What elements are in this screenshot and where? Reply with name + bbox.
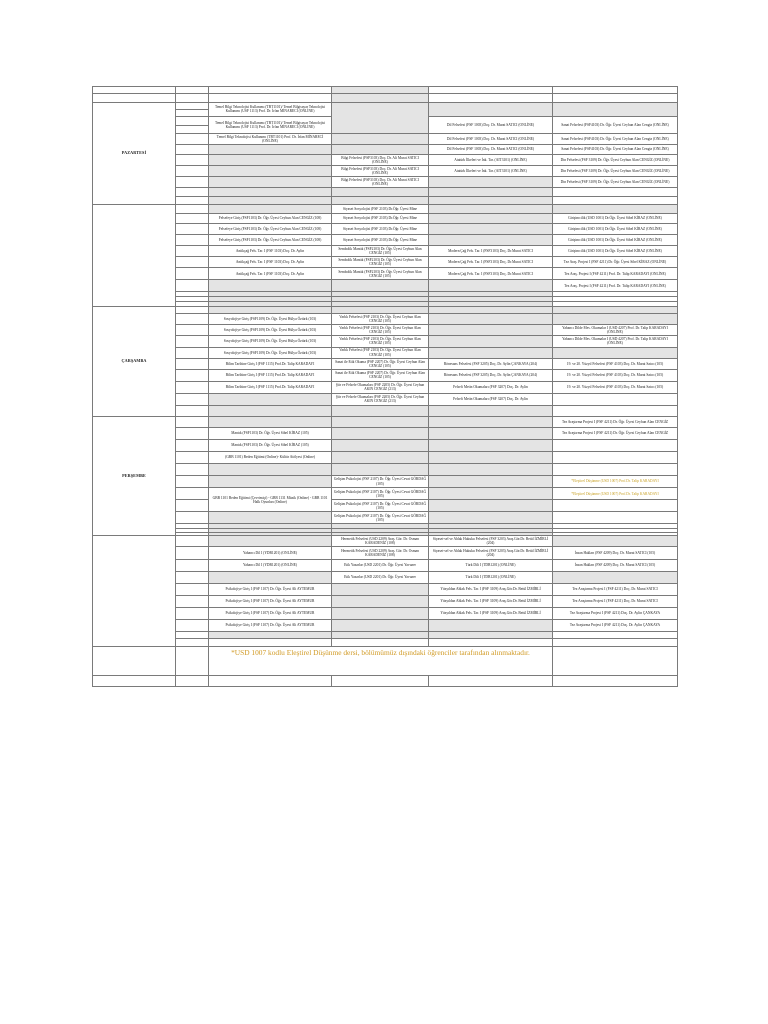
course-cell: Dil Felsefesi (FSF 1003) Doç. Dr. Murat SATICI (ONLİNE) [429,145,553,155]
course-cell: Gelişim Psikolojisi (FSF 2107) Dr. Öğr. Üyesi Cevat GÖRDAĞ (105) [332,475,429,487]
course-cell: Bilgi Felsefesi (FSF3103) Doç. Dr. Ali Murat SATICI (ONLİNE) [332,177,429,188]
course-cell: Tez Araştırma Projesi I (FSF 4211) Dr. Öğr. Üyesi Ceyhun Alan CENGİZ [553,416,678,427]
course-cell: Mantık (FSF1103) Dr. Öğr. Üyesi Sibel KİRAZ (105) [209,439,332,451]
course-cell: Yüzyıldan Ahlak Fels. Tar. I (FSF 3109) Araş.Gör.Dr. Betül İZMİRLİ [429,595,553,607]
course-cell: Sanat ile Etik Okuma (FSF 2207) Dr. Öğr. Üyesi Ceyhun Alan CENGİZ (105) [332,369,429,381]
course-cell: Siyaset-sel ve Ahlak Hukuku Felsefesi (FSF 3203) Araş.Gör.Dr. Betül İZMİRLİ (204) [429,547,553,559]
course-cell: Mantık (FSF1103) Dr. Öğr. Üyesi Sibel KİRAZ (105) [209,427,332,439]
course-cell: Temel Bilgi Teknolojisi Kullanımı (TBT1101)/ Temel Bilgisayar Teknolojisi Kullanımı (USF 1113) Prof. Dr. İrfan MİNARECİ (ONLİNE) [209,117,332,134]
course-cell: Felsefeye Giriş (FSF1103) Dr. Öğr. Üyesi Ceyhun Alan CENGİZ (108) [209,213,332,224]
course-cell: Modern Çağ Fels. Tar. I (FSF3103) Doç. Dr.Murat SATICI [429,246,553,257]
course-cell: Felsefeye Giriş (FSF1103) Dr. Öğr. Üyesi Ceyhun Alan CENGİZ (108) [209,224,332,235]
course-cell: Tez Araştırma Projesi I (FSF 4211) Doç. Dr. Murat SATICI [553,595,678,607]
course-cell: Sanat Felsefesi (FSF4103) Dr. Öğr. Üyesi Ceyhun Alan Cengiz (ONLİNE) [553,117,678,134]
course-cell: Etik Yazarlar (USD 2201) Dr. Öğr. Üyesi Yavuzer [332,571,429,583]
course-cell: Sosyolojiye Giriş (FSF1109) Dr. Öğr. Üyesi Hülya Öztürk (103) [209,347,332,358]
spacer-row [93,94,678,102]
course-cell: Sosyolojiye Giriş (FSF1109) Dr. Öğr. Üyesi Hülya Öztürk (103) [209,314,332,325]
course-cell: Tez Araş. Projesi I (FSF 4211) Prof. Dr. Talip KARADAYI (ONLİNE) [553,280,678,292]
course-cell: Sanat Felsefesi (FSF4103) Dr. Öğr. Üyesi Ceyhun Alan Cengiz (ONLİNE) [553,134,678,145]
course-cell: Tez Araş. Projesi I (FSF 4211) Dr. Öğr. Üyesi Sibel KİRAZ (ONLİNE) [553,257,678,268]
course-cell: Yabancı Dil I (YDB1201) (ONLİNE) [209,559,332,571]
course-cell: Bilgi Felsefesi (FSF3103) Doç. Dr. Ali Murat SATICI (ONLİNE) [332,165,429,176]
course-cell: Gelişim Psikolojisi (FSF 2107) Dr. Öğr. Üyesi Cevat GÖRDAĞ (105) [332,500,429,512]
course-cell: Din Felsefesi (FSF 3109) Dr. Öğr. Üyesi Ceyhun Alan CENGİZ (ONLİNE) [553,177,678,188]
header-row [93,87,678,94]
course-cell: Temel Bilgi Teknolojisi Kullanımı (TBT1101)/ Temel Bilgisayar Teknolojisi Kullanımı (USF 1113) Prof. Dr. İrfan MİNARECİ (ONLİNE) [209,102,332,117]
course-cell: Siyaset-sel ve Ahlak Hukuku Felsefesi (FSF 3203) Araş.Gör.Dr. Betül İZMİRLİ (204) [429,536,553,547]
course-cell: Bilim Tarihine Giriş I (FSF 1115) Prof.Dr. Talip KARADAYI [209,358,332,369]
course-cell: Din Felsefesi (FSF 3109) Dr. Öğr. Üyesi Ceyhun Alan CENGİZ (ONLİNE) [553,154,678,165]
course-cell: İnsan Hakları (FSF 4209) Doç. Dr. Murat SATICI (105) [553,547,678,559]
course-cell: Rönesans Felsefesi (FSF 3205) Doç. Dr. Aylin ÇANKAYA (204) [429,358,553,369]
course-cell: Türk Dili I (TDB1201) (ONLİNE) [429,559,553,571]
course-cell: Girişimcilik (USD 1001) Dr.Öğr. Üyesi Sibel KİRAZ (ONLİNE) [553,213,678,224]
course-cell: Girişimcilik (USD 1001) Dr.Öğr. Üyesi Sibel KİRAZ (ONLİNE) [553,224,678,235]
course-cell: Girişimcilik (USD 1001) Dr.Öğr. Üyesi Sibel KİRAZ (ONLİNE) [553,235,678,246]
course-cell: Varlık Felsefesi (FSF 2103) Dr. Öğr. Üyesi Ceyhun Alan CENGİZ (105) [332,314,429,325]
course-cell: Dil Felsefesi (FSF 1003) Doç. Dr. Murat SATICI (ONLİNE) [429,117,553,134]
course-cell: Rönesans Felsefesi (FSF 3205) Doç. Dr. Aylin ÇANKAYA (204) [429,369,553,381]
weekly-schedule-table [92,86,678,687]
course-cell: 19. ve 20. Yüzyıl Felsefesi (FSF 4103) Doç. Dr. Murat Satıcı (105) [553,381,678,393]
course-cell: Hermetik Felsefesi (USD 2209) Araş. Gör. Dr. Osman KARADENİZ (108) [332,536,429,547]
course-cell: İnsan Hakları (FSF 4209) Doç. Dr. Murat SATICI (105) [553,559,678,571]
course-cell: Sanat ile Etik Okuma (FSF 2207) Dr. Öğr. Üyesi Ceyhun Alan CENGİZ (105) [332,358,429,369]
course-cell-highlight: *Eleştirel Düşünme (USD 1007) Prof.Dr. Talip KARADAYI [553,488,678,500]
course-cell: Varlık Felsefesi (FSF 2103) Dr. Öğr. Üyesi Ceyhun Alan CENGİZ (105) [332,336,429,347]
course-cell: Antikçağ Fels. Tar. I (FSF 1103) Doç. Dr. Aylin [209,268,332,280]
day-label-monday: PAZARTESİ [93,102,176,204]
footnote: *USD 1007 kodlu Eleştirel Düşünme dersi, bölümümüz dışındaki öğrenciler tarafından alınmaktadır. [209,646,553,675]
course-cell: Gelişim Psikolojisi (FSF 2107) Dr. Öğr. Üyesi Cevat GÖRDAĞ (105) [332,512,429,524]
course-cell: Tez Araştırma Projesi I (FSF 4211) Doç. Dr. Murat SATICI [553,583,678,595]
course-cell: 19. ve 20. Yüzyıl Felsefesi (FSF 4103) Doç. Dr. Murat Satıcı (105) [553,369,678,381]
course-cell: Bilim Tarihine Giriş I (FSF 1115) Prof.Dr. Talip KARADAYI [209,369,332,381]
course-cell: Gelişim Psikolojisi (FSF 2107) Dr. Öğr. Üyesi Cevat GÖRDAĞ (105) [332,488,429,500]
course-cell: Psikolojiye Giriş I (FSF 1107) Dr. Öğr. Üyesi Ali AYTEMUR [209,583,332,595]
course-cell: Sembolik Mantık (FSF2103) Dr. Öğr. Üyesi Ceyhun Alan CENGİZ (105) [332,268,429,280]
course-cell: 19. ve 20. Yüzyıl Felsefesi (FSF 4103) Doç. Dr. Murat Satıcı (105) [553,358,678,369]
course-cell: Yüzyıldan Ahlak Fels. Tar. I (FSF 3109) Araş.Gör.Dr. Betül İZMİRLİ [429,583,553,595]
day-label-thursday: PERŞEMBE [93,416,176,536]
course-cell-highlight: *Eleştirel Düşünme (USD 1007) Prof.Dr. Talip KARADAYI [553,475,678,487]
course-cell: Bilim Tarihine Giriş I (FSF 1115) Prof.Dr. Talip KARADAYI [209,381,332,393]
course-cell: Yabancı Dil I (YDB1201) (ONLİNE) [209,547,332,559]
course-cell: Felsefi Metin Okumaları (FSF 3207) Doç. Dr. Aylin [429,393,553,405]
course-cell: Tez Araştırma Projesi I (FSF 4211) Dr. Öğr. Üyesi Ceyhun Alan CENGİZ [553,427,678,439]
course-cell: Antikçağ Fels. Tar. I (FSF 1103) Doç. Dr. Aylin [209,246,332,257]
course-cell: Siyaset Sosyolojisi (FSF 2103) Dr.Öğr. Üyesi Mine [332,205,429,213]
course-cell: Atatürk İlkeleri ve İnk. Tar. (AIT3101) (ONLİNE) [429,154,553,165]
course-cell: Modern Çağ Fels. Tar. I (FSF3103) Doç. Dr.Murat SATICI [429,268,553,280]
course-cell: Psikolojiye Giriş I (FSF 1107) Dr. Öğr. Üyesi Ali AYTEMUR [209,607,332,619]
course-cell: Yüzyıldan Ahlak Fels. Tar. I (FSF 3109) Araş.Gör.Dr. Betül İZMİRLİ [429,607,553,619]
course-cell: Felsefeye Giriş (FSF1103) Dr. Öğr. Üyesi Ceyhun Alan CENGİZ (108) [209,235,332,246]
course-cell: Yabancı Dilde Mes. Okumalar I (USD 4207) Prof. Dr. Talip KARADAYI (ONLİNE) [553,336,678,347]
course-cell: Felsefi Metin Okumaları (FSF 3207) Doç. Dr. Aylin [429,381,553,393]
course-cell: Siyaset Sosyolojisi (FSF 2103) Dr.Öğr. Üyesi Mine [332,235,429,246]
course-cell: Varlık Felsefesi (FSF 2103) Dr. Öğr. Üyesi Ceyhun Alan CENGİZ (105) [332,347,429,358]
course-cell: Psikolojiye Giriş I (FSF 1107) Dr. Öğr. Üyesi Ali AYTEMUR [209,595,332,607]
day-label-tuesday [93,205,176,307]
course-cell: Temel Bilgi Teknolojisi Kullanımı (TBT1101) Prof. Dr. İrfan MİNARECİ (ONLİNE) [209,134,332,145]
course-cell: Şiir ve Felsefe Okumaları (FSF 2205) Dr. Öğr. Üyesi Ceyhun AKIN CENGİZ (213) [332,381,429,393]
course-cell: Siyaset Sosyolojisi (FSF 2103) Dr.Öğr. Üyesi Mine [332,224,429,235]
course-cell: Girişimcilik (USD 1001) Dr.Öğr. Üyesi Sibel KİRAZ (ONLİNE) [553,246,678,257]
course-cell: Tez Araştırma Projesi I (FSF 4211) Doç. Dr. Aylin ÇANKAYA [553,607,678,619]
course-cell: Siyaset Sosyolojisi (FSF 2103) Dr.Öğr. Üyesi Mine [332,213,429,224]
course-cell: (GBB 1101) Beden Eğitimi (Online)- Kültür Atölyesi (Online) [209,451,332,463]
day-label-wednesday: ÇARŞAMBA [93,306,176,416]
course-cell: Hermetik Felsefesi (USD 2209) Araş. Gör. Dr. Osman KARADENİZ (108) [332,547,429,559]
course-cell: Yabancı Dilde Mes. Okumalar I (USD 4207) Prof. Dr. Talip KARADAYI (ONLİNE) [553,325,678,336]
course-cell: GBB 1101 Beden Eğitimi (Çevrimiçi) - GBB 1131 Müzik (Online) - GBB 1101 Halk Oyunları (Online) [209,488,332,512]
course-cell: Tez Araş. Projesi I (FSF 4211) Prof. Dr. Talip KARADAYI (ONLİNE) [553,268,678,280]
header-cell [93,87,176,94]
course-cell: Bilgi Felsefesi (FSF3103) Doç. Dr. Ali Murat SATICI (ONLİNE) [332,154,429,165]
course-cell: Tez Araştırma Projesi I (FSF 4211) Doç. Dr. Aylin ÇANKAYA [553,619,678,631]
day-label-friday [93,536,176,646]
course-cell: Dil Felsefesi (FSF 1003) Doç. Dr. Murat SATICI (ONLİNE) [429,134,553,145]
course-cell: Psikolojiye Giriş I (FSF 1107) Dr. Öğr. Üyesi Ali AYTEMUR [209,619,332,631]
course-cell: Modern Çağ Fels. Tar. I (FSF3103) Doç. Dr.Murat SATICI [429,257,553,268]
course-cell: Sosyolojiye Giriş (FSF1109) Dr. Öğr. Üyesi Hülya Öztürk (103) [209,336,332,347]
course-cell: Şiir ve Felsefe Okumaları (FSF 2205) Dr. Öğr. Üyesi Ceyhun AKIN CENGİZ (213) [332,393,429,405]
course-cell: Atatürk İlkeleri ve İnk. Tar. (AIT3101) (ONLİNE) [429,165,553,176]
course-cell: Varlık Felsefesi (FSF 2103) Dr. Öğr. Üyesi Ceyhun Alan CENGİZ (105) [332,325,429,336]
course-cell: Sembolik Mantık (FSF2103) Dr. Öğr. Üyesi Ceyhun Alan CENGİZ (105) [332,257,429,268]
course-cell: Sosyolojiye Giriş (FSF1109) Dr. Öğr. Üyesi Hülya Öztürk (103) [209,325,332,336]
course-cell: Sembolik Mantık (FSF2103) Dr. Öğr. Üyesi Ceyhun Alan CENGİZ (105) [332,246,429,257]
course-cell: Din Felsefesi (FSF 3109) Dr. Öğr. Üyesi Ceyhun Alan CENGİZ (ONLİNE) [553,165,678,176]
course-cell: Antikçağ Fels. Tar. I (FSF 1103) Doç. Dr. Aylin [209,257,332,268]
course-cell: Türk Dili I (TDB1201) (ONLİNE) [429,571,553,583]
course-cell: Etik Yazarlar (USD 2201) Dr. Öğr. Üyesi Yavuzer [332,559,429,571]
course-cell: Sanat Felsefesi (FSF4103) Dr. Öğr. Üyesi Ceyhun Alan Cengiz (ONLİNE) [553,145,678,155]
